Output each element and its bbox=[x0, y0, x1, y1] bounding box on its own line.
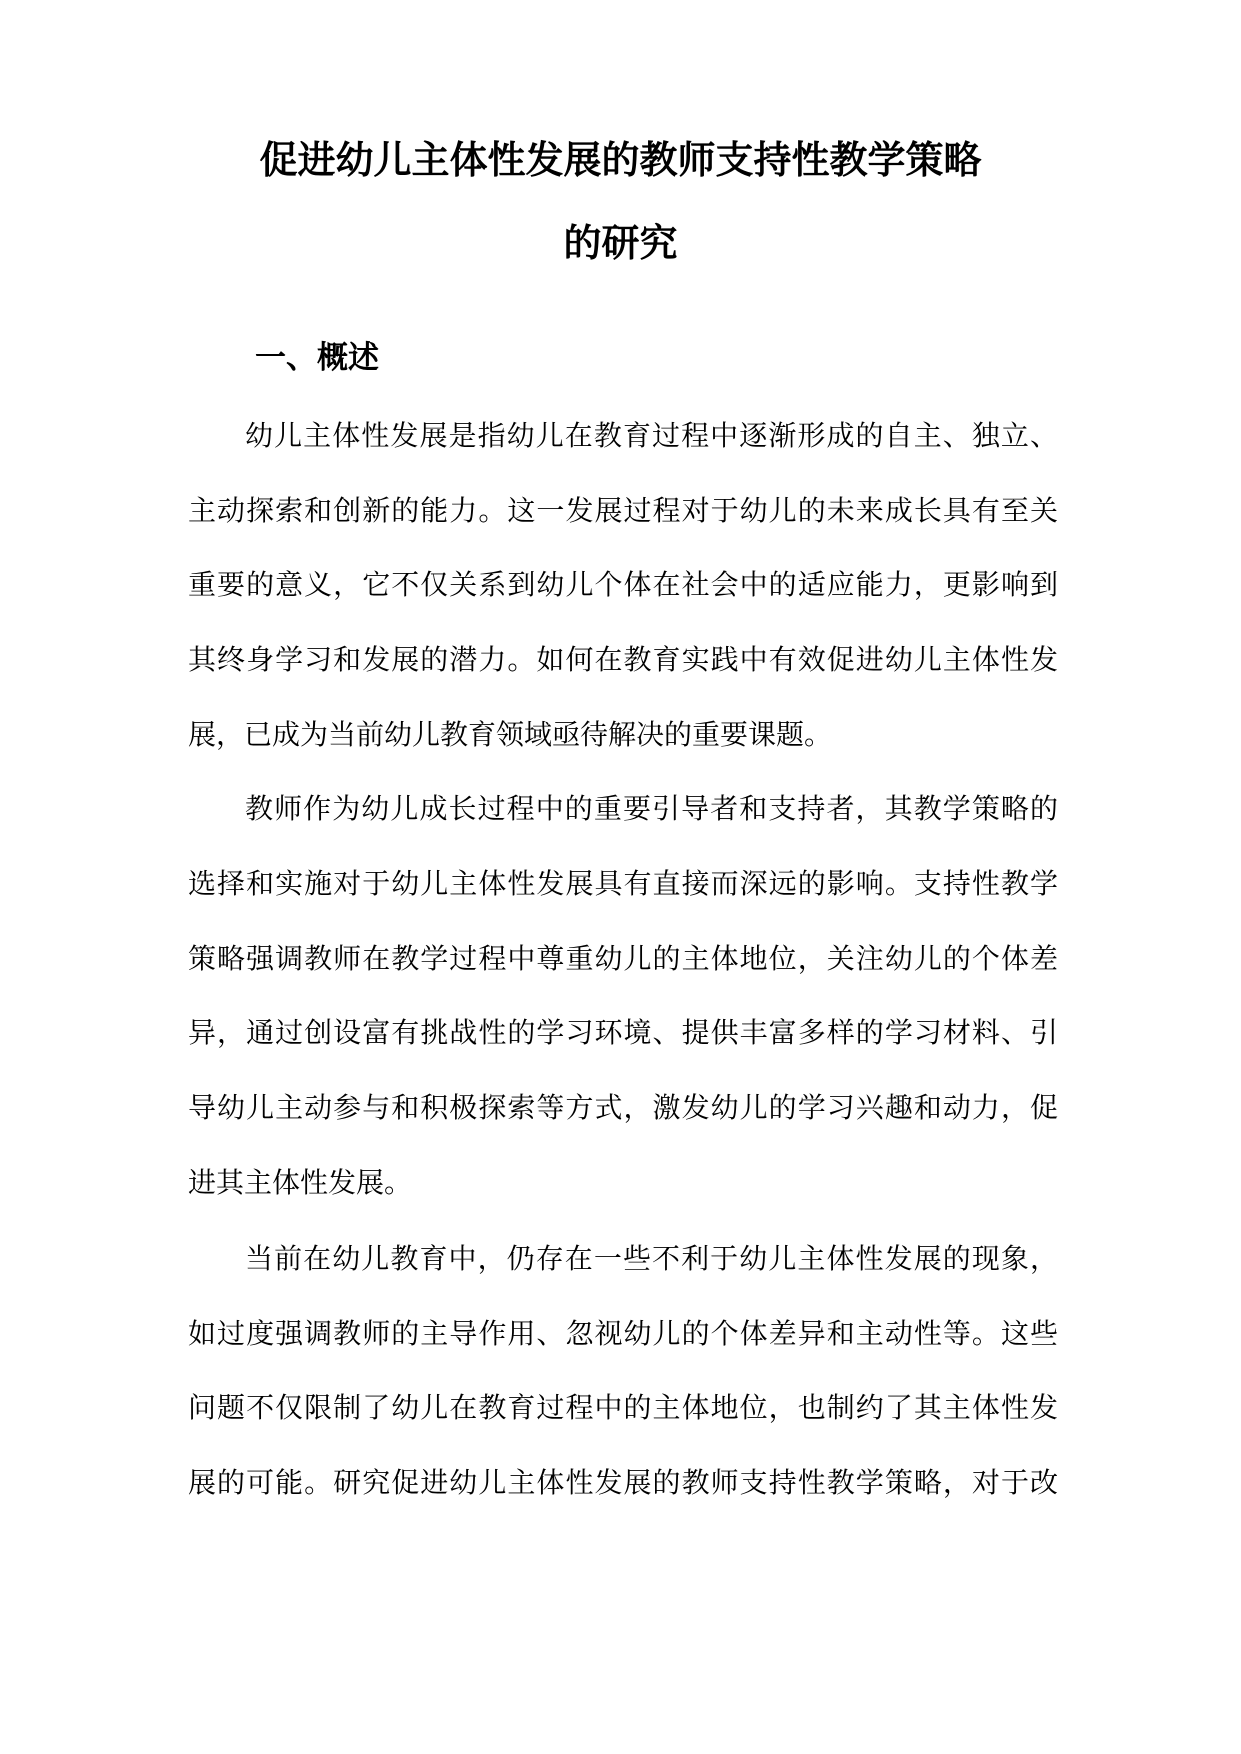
paragraph-2-line-2: 选择和实施对于幼儿主体性发展具有直接而深远的影响。支持性教学 bbox=[188, 867, 1058, 900]
paragraph-2-line-1: 教师作为幼儿成长过程中的重要引导者和支持者，其教学策略的 bbox=[245, 792, 1058, 825]
paragraph-2-line-6: 进其主体性发展。 bbox=[188, 1166, 413, 1199]
paragraph-2-line-4: 异，通过创设富有挑战性的学习环境、提供丰富多样的学习材料、引 bbox=[188, 1016, 1058, 1049]
paragraph-3-line-2: 如过度强调教师的主导作用、忽视幼儿的个体差异和主动性等。这些 bbox=[188, 1317, 1058, 1350]
paragraph-2-line-5: 导幼儿主动参与和积极探索等方式，激发幼儿的学习兴趣和动力，促 bbox=[188, 1091, 1058, 1124]
paragraph-1-line-2: 主动探索和创新的能力。这一发展过程对于幼儿的未来成长具有至关 bbox=[188, 494, 1058, 527]
title-line-2: 的研究 bbox=[563, 220, 678, 265]
paragraph-1-line-1: 幼儿主体性发展是指幼儿在教育过程中逐渐形成的自主、独立、 bbox=[245, 419, 1058, 452]
paragraph-3-line-1: 当前在幼儿教育中，仍存在一些不利于幼儿主体性发展的现象， bbox=[245, 1242, 1058, 1275]
paragraph-1-line-3: 重要的意义，它不仅关系到幼儿个体在社会中的适应能力，更影响到 bbox=[188, 568, 1058, 601]
paragraph-1-line-4: 其终身学习和发展的潜力。如何在教育实践中有效促进幼儿主体性发 bbox=[188, 643, 1058, 676]
paragraph-2-line-3: 策略强调教师在教学过程中尊重幼儿的主体地位，关注幼儿的个体差 bbox=[188, 942, 1058, 975]
paragraph-3-line-3: 问题不仅限制了幼儿在教育过程中的主体地位，也制约了其主体性发 bbox=[188, 1391, 1058, 1424]
paragraph-1-line-5: 展，已成为当前幼儿教育领域亟待解决的重要课题。 bbox=[188, 718, 833, 751]
title-line-1: 促进幼儿主体性发展的教师支持性教学策略 bbox=[259, 137, 982, 182]
paragraph-3-line-4: 展的可能。研究促进幼儿主体性发展的教师支持性教学策略，对于改 bbox=[188, 1466, 1058, 1499]
section-heading: 一、概述 bbox=[255, 340, 379, 376]
